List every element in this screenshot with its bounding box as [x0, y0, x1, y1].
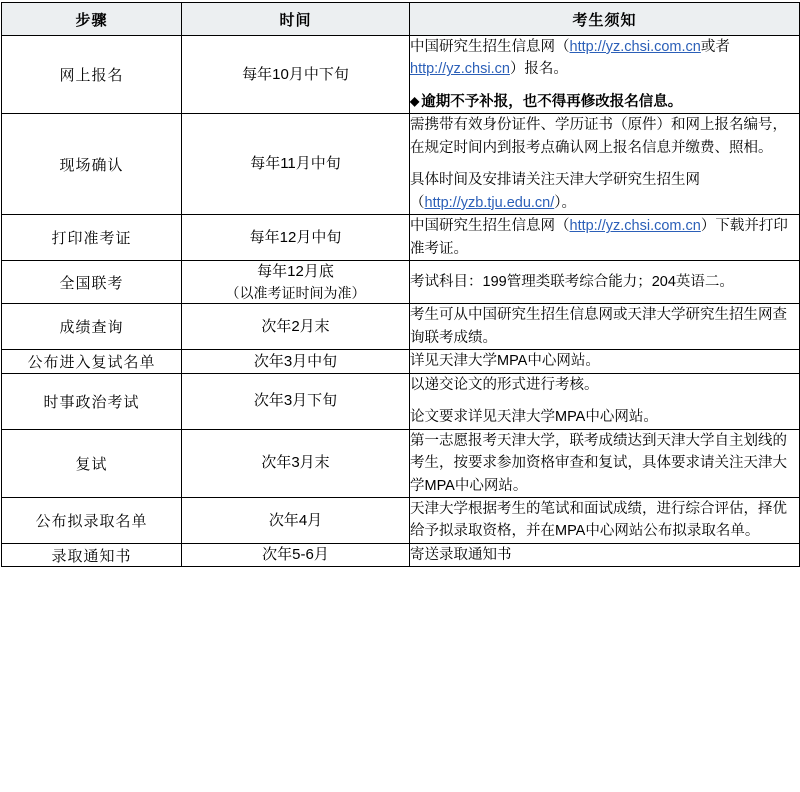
cell-time-main: 每年11月中旬 — [250, 155, 341, 173]
diamond-bullet-icon: ◆ — [410, 93, 420, 108]
note-paragraph — [410, 430, 799, 497]
cell-time — [182, 36, 410, 114]
note-link[interactable]: http://yz.chsi.cn — [410, 61, 510, 78]
note-text: 具体时间及安排请关注天津大学研究生招生网（ — [410, 172, 700, 211]
table-row — [2, 304, 800, 350]
cell-step: 复试 — [2, 429, 182, 497]
note-text: 详见天津大学MPA中心网站。 — [410, 353, 600, 370]
cell-note — [410, 498, 800, 544]
note-text: 中国研究生招生信息网（ — [410, 218, 570, 235]
cell-time-main: 次年3月中旬 — [253, 352, 338, 370]
note-link[interactable]: http://yzb.tju.edu.cn/ — [424, 194, 555, 211]
note-text: 天津大学根据考生的笔试和面试成绩，进行综合评估，择优给予拟录取资格，并在MPA中心网站公布拟录取名单。 — [410, 501, 787, 540]
note-link[interactable]: http://yz.chsi.com.cn — [569, 218, 701, 235]
cell-time-main: 每年12月底 — [257, 263, 334, 281]
cell-step: 打印准考证 — [2, 215, 182, 261]
cell-time — [182, 304, 410, 350]
cell-step: 时事政治考试 — [2, 373, 182, 429]
cell-time — [182, 498, 410, 544]
note-text: 需携带有效身份证件、学历证书（原件）和网上报名编号，在规定时间内到报考点确认网上报名信息并缴费、照相。 — [410, 117, 787, 156]
note-paragraph — [410, 215, 799, 260]
cell-note — [410, 350, 800, 373]
note-text: ）下载并打印准考证。 — [410, 218, 788, 257]
cell-time-main: 次年2月末 — [261, 317, 330, 335]
note-text: 考试科目：199管理类联考综合能力；204英语二。 — [410, 274, 734, 290]
table-row — [2, 114, 800, 215]
cell-note — [410, 543, 800, 566]
table-row — [2, 498, 800, 544]
note-text: 第一志愿报考天津大学，联考成绩达到天津大学自主划线的考生，按要求参加资格审查和复试，具体要求请关注天津大学MPA中心网站。 — [410, 432, 787, 494]
table-body — [2, 36, 800, 567]
cell-time — [182, 114, 410, 215]
note-text: 论文要求详见天津大学MPA中心网站。 — [410, 409, 658, 426]
cell-time — [182, 215, 410, 261]
note-text: ）。 — [554, 194, 577, 211]
note-paragraph — [410, 498, 799, 543]
cell-note — [410, 215, 800, 261]
cell-step: 现场确认 — [2, 114, 182, 215]
cell-step: 全国联考 — [2, 261, 182, 304]
cell-time-main: 次年4月 — [268, 511, 323, 529]
cell-step: 网上报名 — [2, 36, 182, 114]
table-row — [2, 350, 800, 373]
cell-time — [182, 543, 410, 566]
table-row — [2, 36, 800, 114]
note-paragraph — [410, 271, 799, 293]
note-link[interactable]: http://yz.chsi.com.cn — [569, 39, 701, 55]
cell-note — [410, 373, 800, 429]
note-paragraph — [410, 350, 799, 372]
cell-note — [410, 114, 800, 215]
column-header-note: 考生须知 — [410, 3, 800, 36]
cell-time-main: 每年10月中下旬 — [242, 65, 349, 83]
note-text: 寄送录取通知书 — [410, 546, 512, 563]
note-paragraph — [410, 374, 799, 396]
cell-time — [182, 373, 410, 429]
cell-time-main: 次年3月下旬 — [253, 392, 338, 410]
table-row — [2, 373, 800, 429]
table-row — [2, 215, 800, 261]
cell-step: 公布拟录取名单 — [2, 498, 182, 544]
note-paragraph — [410, 169, 799, 214]
note-paragraph — [410, 114, 799, 159]
cell-time — [182, 429, 410, 497]
column-header-step: 步骤 — [2, 3, 182, 36]
note-text: 考生可从中国研究生招生信息网或天津大学研究生招生网查询联考成绩。 — [410, 307, 787, 346]
cell-note — [410, 36, 800, 114]
note-paragraph — [410, 406, 799, 428]
note-paragraph — [410, 36, 799, 81]
cell-time — [182, 350, 410, 373]
note-paragraph — [410, 304, 799, 349]
table-header — [2, 3, 800, 36]
note-text: 或者 — [700, 39, 730, 55]
cell-time-sub: （以准考证时间为准） — [225, 284, 366, 301]
cell-time-main: 次年5-6月 — [262, 546, 329, 564]
cell-time-main: 每年12月中旬 — [249, 228, 342, 246]
note-paragraph — [410, 91, 799, 113]
note-text: 以递交论文的形式进行考核。 — [410, 376, 599, 393]
cell-time-main: 次年3月末 — [261, 454, 330, 472]
table-row — [2, 429, 800, 497]
column-header-time: 时间 — [182, 3, 410, 36]
cell-note — [410, 304, 800, 350]
cell-step: 录取通知书 — [2, 543, 182, 566]
cell-note — [410, 429, 800, 497]
table-header-row — [2, 3, 800, 36]
cell-note — [410, 261, 800, 304]
table-row — [2, 261, 800, 304]
cell-time — [182, 261, 410, 304]
note-text: ）报名。 — [509, 61, 568, 78]
note-text: 逾期不予补报，也不得再修改报名信息。 — [421, 93, 683, 110]
cell-step: 成绩查询 — [2, 304, 182, 350]
table-row — [2, 543, 800, 566]
admission-schedule-table — [1, 2, 800, 567]
note-paragraph — [410, 544, 799, 566]
cell-step: 公布进入复试名单 — [2, 350, 182, 373]
note-text: 中国研究生招生信息网（ — [410, 39, 570, 55]
